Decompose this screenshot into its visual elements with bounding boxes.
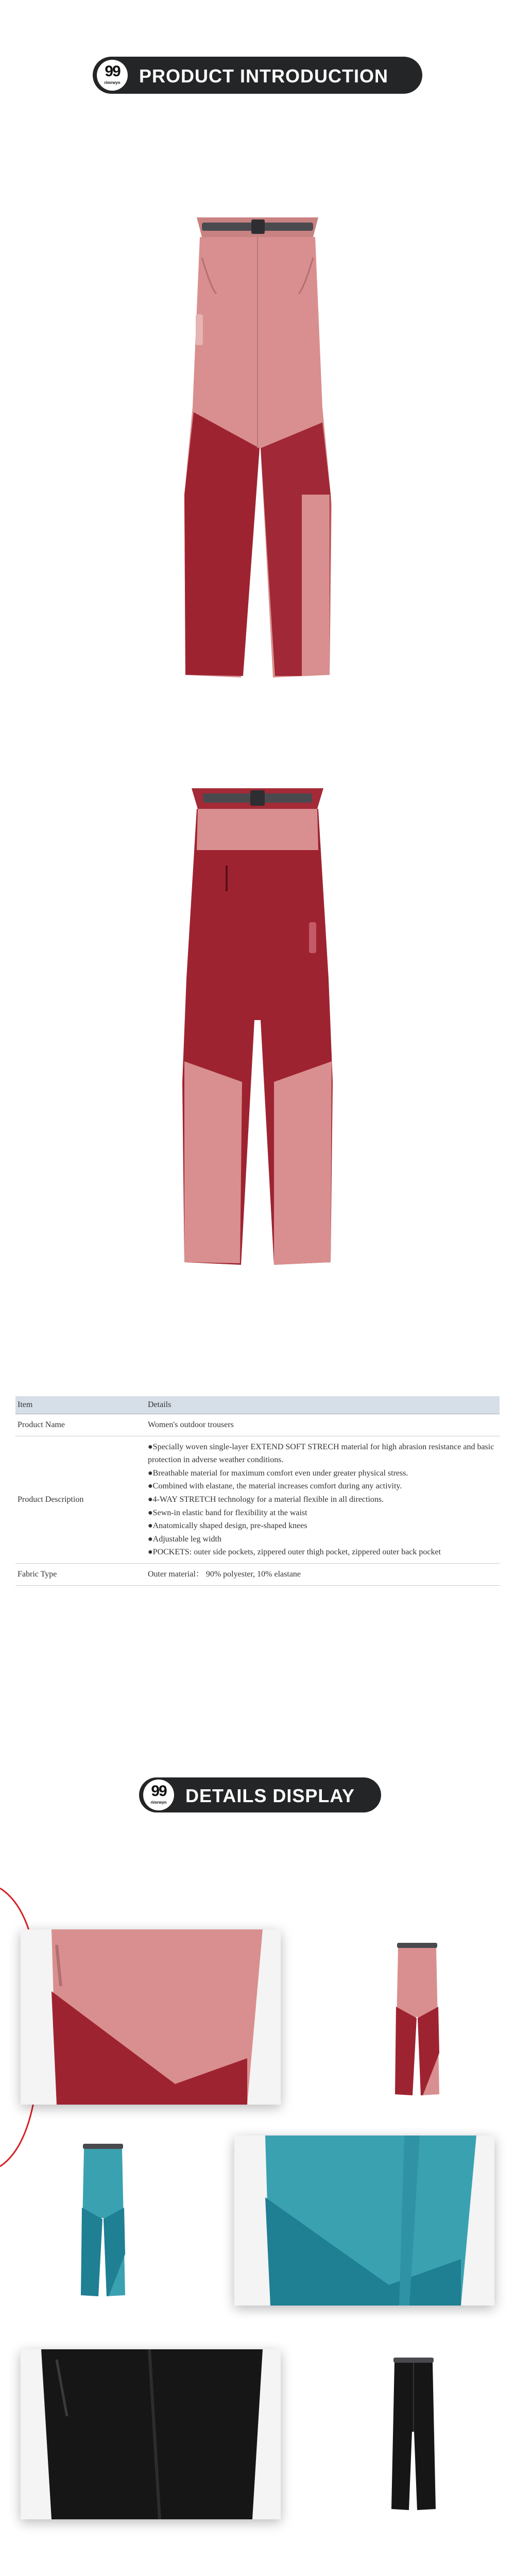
detail-line: ●Breathable material for maximum comfort even under greater physical stress. (148, 1468, 408, 1478)
detail-line: ●Adjustable leg width (148, 1534, 221, 1544)
table-row (15, 1563, 500, 1585)
detail-photo-black-full (385, 2354, 442, 2514)
brand-logo-text: rimrwyn (150, 1800, 167, 1805)
table-row (15, 1414, 500, 1436)
table-cell-item: Product Description (15, 1436, 146, 1563)
table-cell-details (146, 1563, 500, 1585)
detail-photo-teal-full (75, 2141, 131, 2300)
table-row (15, 1436, 500, 1563)
detail-line: ●Specially woven single-layer EXTEND SOFT STRECH material for high abrasion resistance and basic protection in adverse weather conditions. (148, 1442, 494, 1465)
detail-photo-teal-closeup (234, 2136, 494, 2306)
detail-line: ●4-WAY STRETCH technology for a material flexible in all directions. (148, 1495, 384, 1504)
product-image-back (154, 773, 360, 1278)
table-cell-item: Product Name (15, 1414, 146, 1436)
brand-logo-number: 99 (151, 1783, 166, 1800)
table-cell-item: Fabric Type (15, 1563, 146, 1585)
detail-line: ●Sewn-in elastic band for flexibility at the waist (148, 1508, 307, 1517)
detail-line: Outer material： 90% polyester, 10% elastane (148, 1569, 301, 1579)
detail-photo-black-closeup (21, 2349, 281, 2519)
detail-line: Women's outdoor trousers (148, 1420, 234, 1429)
detail-line: ●Combined with elastane, the material increases comfort during any activity. (148, 1482, 402, 1491)
brand-logo (143, 1780, 174, 1810)
brand-logo (97, 60, 128, 91)
section-header-details (139, 1777, 381, 1812)
brand-logo-number: 99 (105, 63, 120, 80)
section-header-intro (93, 57, 422, 94)
brand-logo-text: rimrwyn (104, 80, 121, 85)
table-header-item: Item (15, 1396, 146, 1414)
section-title-details: DETAILS DISPLAY (185, 1785, 355, 1806)
detail-line: ●POCKETS: outer side pockets, zippered outer thigh pocket, zippered outer back pocket (148, 1548, 441, 1557)
section-title-intro: PRODUCT INTRODUCTION (139, 65, 388, 87)
table-header-details: Details (146, 1396, 500, 1414)
product-info-table (15, 1396, 500, 1586)
detail-photo-pink-closeup (21, 1929, 281, 2105)
table-cell-details (146, 1414, 500, 1436)
detail-photo-pink-full (389, 1940, 445, 2099)
table-cell-details (146, 1436, 500, 1563)
detail-line: ●Anatomically shaped design, pre-shaped knees (148, 1521, 307, 1531)
table-header-row (15, 1396, 500, 1414)
product-image-front (154, 206, 360, 696)
